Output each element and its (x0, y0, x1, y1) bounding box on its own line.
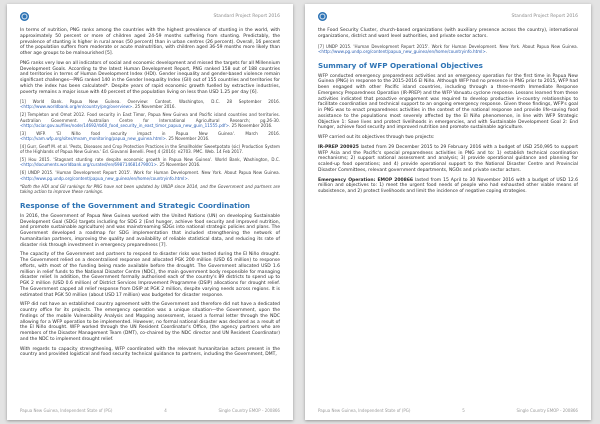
footnote-paragraph (20, 131, 280, 141)
footer-country: Papua New Guinea, Independent State of (PG) (318, 408, 411, 413)
text-run: [7] UNDP 2015. 'Human Development Report 2015'. Work for Human Development. New York. About Papua New Guinea. (318, 43, 578, 49)
page-content (318, 28, 578, 199)
hyperlink[interactable]: <http://www.pg.undp.org/content/papua_new_guinea/en/home/countryinfo.html> (20, 175, 188, 181)
body-paragraph (318, 28, 578, 40)
footer-project: Single Country EMOP - 200866 (516, 408, 578, 413)
body-paragraph (20, 61, 280, 96)
page-footer (318, 408, 578, 413)
text-run: [1] World Bank. Papua New Guinea. Overview: Context. Washington, D.C. 28 September 2016. (20, 99, 280, 105)
text-run: WFP conducted emergency preparedness activities and an emergency operation for the first time in Papua New Guinea (PNG) in response to the 2015-2016 El Niño. Although WFP had no presence in PNG prior to 2015, WFP had been engaged with other Pacific island countries, including through a three-month Immediate Response Emergency Preparedness Operation (IR-PREP) and the WFP Vanuatu cyclone response. Lessons learned from these activities indicated that proactive engagement was required to develop productive in-country relationships to facilitate coordination and technical support to an ongoing emergency response. Given these findings, WFP's goal in PNG was to enact preparedness activities in the context of the national response and provide life-saving food assistance to the populations most severely affected by the El Niño phenomenon, in line with WFP Strategic Objective 1: Save lives and protect livelihoods in emergencies, and with Sustainable Development Goal 2: End hunger, achieve food security and improved nutrition and promote sustainable agriculture. (318, 73, 578, 131)
text-run: *Both the HDI and GII rankings for PNG have not been updated by UNDP since 2014, and the Government and partners are taking action to improve these rankings. (20, 183, 280, 194)
hyperlink[interactable]: <http://www.pg.undp.org/content/papua_new_guinea/en/home/countryinfo.html> (318, 48, 486, 54)
footer-page-number: 4 (164, 408, 167, 413)
page-header (318, 12, 578, 24)
footnote-paragraph (20, 99, 280, 109)
text-run: . 25 November 2016. (132, 104, 176, 110)
hyperlink[interactable]: <http://documents.worldbank.org/curated/en/698714681479001> (20, 162, 157, 168)
body-paragraph (20, 252, 280, 298)
text-run: Response of the Government and Strategic Coordination (20, 200, 251, 210)
text-run: WFP did not have an established country agreement with the Government and therefore did not have a dedicated country office for its projects. The emergency operation was a unique situation—the Government, upon the findings of the mobile Vulnerability Analysis and Mapping assessment, issued a formal letter through the NDC allowing for a WFP operation to be implemented. However, no formal national disaster was declared as a result of the El Niño drought. WFP worked through the UN Resident Coordinator's Office, (the agency partners who are members of the Disaster Management Team (DMT), co-chaired by the NDC director and UN Resident Coordinator) and the NDC to implement drought relief. (20, 302, 280, 342)
text-run: WFP carried out its objectives through two projects: (318, 135, 435, 141)
text-run: PNG ranks very low on all indicators of social and economic development and missed the targets for all Millennium Development Goals. According to the latest Human Development Report, PNG ranked 158 out of 188 countries and territories in terms of Human Development Index (HDI). Gender inequality and gender-based violence remain significant challenges—PNG ranked 140 in the Gender Inequality Index (GII) out of 155 countries and territories for which the index has been calculated*. Despite years of rapid economic growth fuelled by extractive industries, poverty remains a major issue with 40 percent of the population living on less than USD 1.25 per day [6]. (20, 60, 280, 95)
text-run: [5] Hou 2015. 'Stagnant stunting rate despite economic growth in Papua New Guinea'. World Bank, Washington, D.C. (20, 157, 280, 163)
text-run: . (187, 175, 190, 181)
report-title: Standard Project Report 2016 (511, 14, 578, 19)
page-footer (20, 408, 280, 413)
section-heading (318, 61, 578, 70)
text-run: . 25 November 2016. (229, 122, 273, 128)
body-paragraph (318, 135, 578, 141)
text-run: The capacity of the Government and partners to respond to disaster risks was tested during the El Niño drought. The Government relied on a decentralised response and allocated PGK 200 million (USD 65 million) to response efforts, with most of the funding being made available before the drought. The Government allocated USD 1.6 million in relief funds to the National Disaster Centre (NDC), the main government body responsible for managing disaster relief. In addition, the Government formally authorised each of the country's 89 districts to spend up to PGK 2 million (USD 0.6 million) of District Services Improvement Programme (DSIP) allocations for drought relief. The Government capped all relief response from DSIP at PGK 2 million, despite varying needs across regions. It is estimated that PGK 50 million (about USD 17 million) was budgeted for disaster response. (20, 252, 280, 298)
hyperlink[interactable]: <http://www.worldbank.org/en/country/png/overview> (20, 104, 133, 110)
text-run: the Food Security Cluster, church-based organizations (with auxiliary presence across the country), international organizations, district and ward level authorities, and private sector actors. (318, 28, 578, 39)
text-run: [6] UNDP 2015. 'Human Development Report 2015'. Work for Human Development. New York. About Papua New Guinea. (20, 170, 280, 176)
report-title: Standard Project Report 2016 (213, 14, 280, 19)
body-paragraph (318, 145, 578, 174)
body-paragraph (20, 28, 280, 57)
footnote-paragraph (318, 44, 578, 54)
un-emblem-icon (20, 12, 29, 21)
body-paragraph (20, 302, 280, 342)
footnote-paragraph (20, 144, 280, 154)
text-run: . (485, 48, 488, 54)
text-run: . 25 November 2016. (165, 135, 210, 141)
text-run: In terms of nutrition, PNG ranks among the countries with the highest prevalence of stunting in the world, with approximately 50 percent or more of children aged 24-59 months suffering from stunting. Predictably, the prevalence of stunting is higher in rural areas (50 percent) than in urban centres (26 percent). Overall, 16 percent of the population suffers from moderate or acute malnutrition, with children aged 36-59 months more likely than other age groups to be malnourished [5]. (20, 28, 280, 56)
footnote-paragraph (20, 157, 280, 167)
text-run: Summary of WFP Operational Objectives (318, 60, 483, 70)
note-paragraph (20, 184, 280, 194)
text-run: With regards to capacity strengthening, WFP coordinated with the relevant humanitarian actors present in the country and provided logistical and food security technical guidance to partners, including the Government, DMT, (20, 346, 280, 358)
hyperlink[interactable]: <http://vam.wfp.org/sites/mvam_monitoring/papua_new_guinea.html> (20, 135, 166, 141)
un-emblem-icon (318, 12, 327, 21)
body-paragraph (318, 178, 578, 195)
body-paragraph (318, 74, 578, 132)
hyperlink[interactable]: <http://aciar.gov.au/files/node/14692/rb60_food_security_in_east_timor_papua_new_guin_11555.pdf> (20, 122, 230, 128)
section-heading (20, 201, 280, 210)
footer-page-number: 5 (462, 408, 465, 413)
text-run: [4] Gurr, Geoff M. et al. 'Pests, Diseases and Crop Protection Practices in the Smallholder Sweetpotato (sic) Production System of the Highlands of Papua New Guinea.' Ed. Giovanni Benelli. PeerJ 4 (2016): e2703. PMC. Web. 14 Feb 2017. (20, 144, 280, 155)
body-paragraph (20, 214, 280, 249)
page-header (20, 12, 280, 24)
document-page-left (7, 4, 293, 420)
footnote-paragraph (20, 112, 280, 127)
text-run: [2] Templeton and Omot 2012. Food security in East Timor, Papua New Guinea and Pacific island countries and territories. Australian Government. Australian Centre for International Agricultural Research; pg.26-30. (20, 112, 280, 123)
text-run: . 25 November 2016. (156, 162, 201, 168)
text-run: lasted from 15 April to 30 November 2016 with a budget of USD 12.6 million and objectives to: 1) meet the urgent food needs of people who had exhausted other viable means of subsistence, and 2) protect livelihoods and limit the incidence of negative coping strategies. (318, 177, 579, 195)
text-run: Emergency Operation: EMOP 200866 (318, 177, 414, 183)
text-run: In 2016, the Government of Papua New Guinea worked with the United Nations (UN) on developing Sustainable Development Goal (SDG) targets including for SDG 2 (End hunger, achieve food security and improved nutrition, and promote sustainable agriculture) and was mainstreaming SDGs into national strategic policies and plans. The Government developed a roadmap for SDG implementation that included strengthening the network of humanitarian partners, improving the quality and availability of reliable statistical data, and reducing its rate of disaster risk through investment in emergency preparedness [7]. (20, 213, 280, 248)
page-content (20, 28, 280, 362)
text-run: [3] WFP. 'El Niño food security impact in Papua New Guinea'. March 2016. (20, 130, 280, 136)
footer-country: Papua New Guinea, Independent State of (PG) (20, 408, 113, 413)
footnote-paragraph (20, 170, 280, 180)
document-page-right (305, 4, 591, 420)
text-run: lasted from 29 December 2015 to 29 February 2016 with a budget of USD 250,995 to support WFP Asia and the Pacific's special preparedness activities in PNG and to: 1) establish technical coordination mechanisms; 2) support national assessment and analysis; 3) provide operational guidance and planning for scaled-up food operations; and 4) provide operational support to the National Disaster Centre and Provincial Disaster Committees, relevant government departments, NGOs and private sector actors. (318, 144, 578, 173)
text-run: IR-PREP 200925 (318, 144, 359, 150)
body-paragraph (20, 347, 280, 359)
footer-project: Single Country EMOP - 200866 (218, 408, 280, 413)
